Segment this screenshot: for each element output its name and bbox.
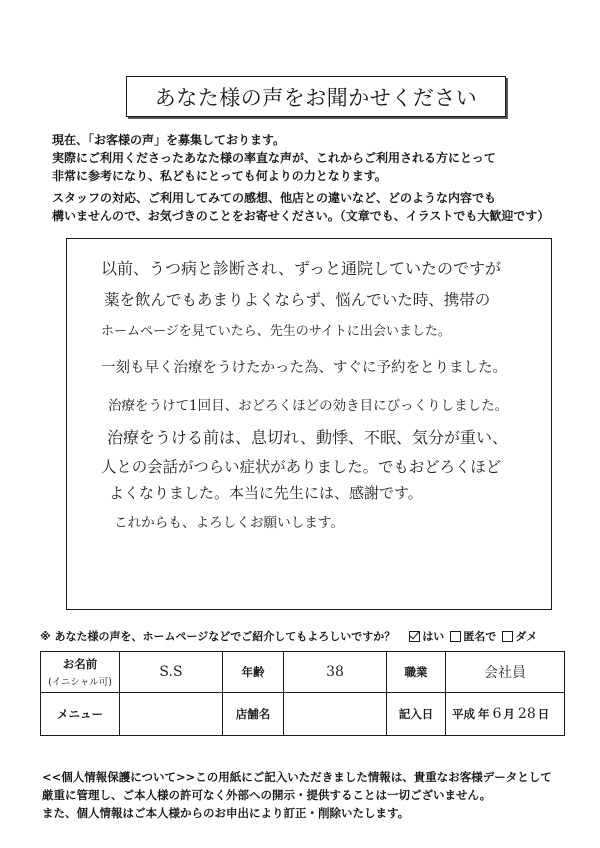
date-month: 6 xyxy=(492,706,502,722)
store-label: 店舗名 xyxy=(223,693,284,735)
date-year-suffix: 年 xyxy=(478,707,490,721)
date-month-suffix: 月 xyxy=(503,707,515,721)
date-label: 記入日 xyxy=(387,693,446,735)
age-value-cell xyxy=(284,652,387,692)
testimonial-line: 治療をうけて1回目、おどろくほどの効き目にびっくりしました。 xyxy=(108,398,509,414)
name-sub-label: (イニシャル可) xyxy=(48,677,112,688)
testimonial-box xyxy=(66,238,552,610)
age-value: 38 xyxy=(326,664,344,680)
job-value-cell xyxy=(446,652,564,692)
intro-paragraph-2 xyxy=(52,189,582,225)
privacy-line: 厳重に管理し、ご本人様の許可なく外部への開示・提供することは一切ございません。 xyxy=(42,788,492,802)
age-label: 年齢 xyxy=(223,652,284,692)
testimonial-line: よくなりました。本当に先生には、感謝です。 xyxy=(109,484,423,502)
testimonial-line: 人との会話がつらい症状がありました。でもおどろくほど xyxy=(101,458,502,476)
checkbox-checked-icon xyxy=(409,631,420,642)
name-value-cell xyxy=(120,652,223,692)
menu-label: メニュー xyxy=(41,693,120,735)
consent-question-text: ※ あなた様の声を、ホームページなどでご紹介してもよろしいですか？ xyxy=(40,630,396,643)
date-era: 平成 xyxy=(452,707,475,721)
intro-paragraph-1 xyxy=(52,131,582,185)
table-row xyxy=(41,652,564,692)
info-table xyxy=(40,651,565,736)
testimonial-line: 薬を飲んでもあまりよくならず、悩んでいた時、携帯の xyxy=(104,291,491,309)
intro-line: 現在、「お客様の声」を募集しております。 xyxy=(52,133,286,147)
testimonial-line: これからも、よろしくお願いします。 xyxy=(114,515,345,531)
job-value: 会社員 xyxy=(484,665,526,681)
testimonial-line: 治療をうける前は、息切れ、動悸、不眠、気分が重い、 xyxy=(107,428,508,447)
consent-option-label: はい xyxy=(422,630,445,643)
intro-text xyxy=(52,131,582,225)
testimonial-line: 一刻も早く治療をうけたかった為、すぐに予約をとりました。 xyxy=(101,360,507,376)
intro-line: 構いませんので、お気づきのことをお寄せください。（文章でも、イラストでも大歓迎です） xyxy=(52,209,550,223)
consent-options xyxy=(409,628,543,644)
consent-question xyxy=(40,628,565,644)
form-title: あなた様の声をお聞かせください xyxy=(126,76,506,117)
privacy-notice xyxy=(42,768,582,822)
checkbox-empty-icon xyxy=(502,631,513,642)
store-value-cell xyxy=(284,693,387,735)
job-label: 職業 xyxy=(387,652,446,692)
consent-option-label: ダメ xyxy=(515,630,538,643)
name-label-cell xyxy=(41,652,120,692)
privacy-line: <<個人情報保護について>>この用紙にご記入いただきました情報は、貴重なお客様データとして xyxy=(42,770,552,784)
date-value-cell xyxy=(446,693,564,735)
consent-option-no xyxy=(502,628,537,644)
name-value: S.S xyxy=(159,664,183,680)
consent-option-yes xyxy=(409,628,444,644)
consent-option-anonymous xyxy=(450,628,496,644)
name-label: お名前 xyxy=(62,657,98,671)
testimonial-line: ホームページを見ていたら、先生のサイトに出会いました。 xyxy=(101,324,451,339)
table-row xyxy=(41,692,564,735)
intro-line: 非常に参考になり、私どもにとっても何よりの力となります。 xyxy=(52,169,387,183)
checkbox-empty-icon xyxy=(450,631,461,642)
menu-value-cell xyxy=(120,693,223,735)
intro-line: 実際にご利用くださったあなた様の率直な声が、これからご利用される方にとって xyxy=(52,151,496,165)
date-day-suffix: 日 xyxy=(537,707,550,721)
privacy-line: また、個人情報はご本人様からのお申出により訂正・削除いたします。 xyxy=(42,806,410,820)
date-day: 28 xyxy=(517,706,536,722)
consent-option-label: 匿名で xyxy=(463,630,497,643)
intro-line: スタッフの対応、ご利用してみての感想、他店との違いなど、どのような内容でも xyxy=(52,191,497,205)
testimonial-line: 以前、うつ病と診断され、ずっと通院していたのですが xyxy=(101,259,502,278)
